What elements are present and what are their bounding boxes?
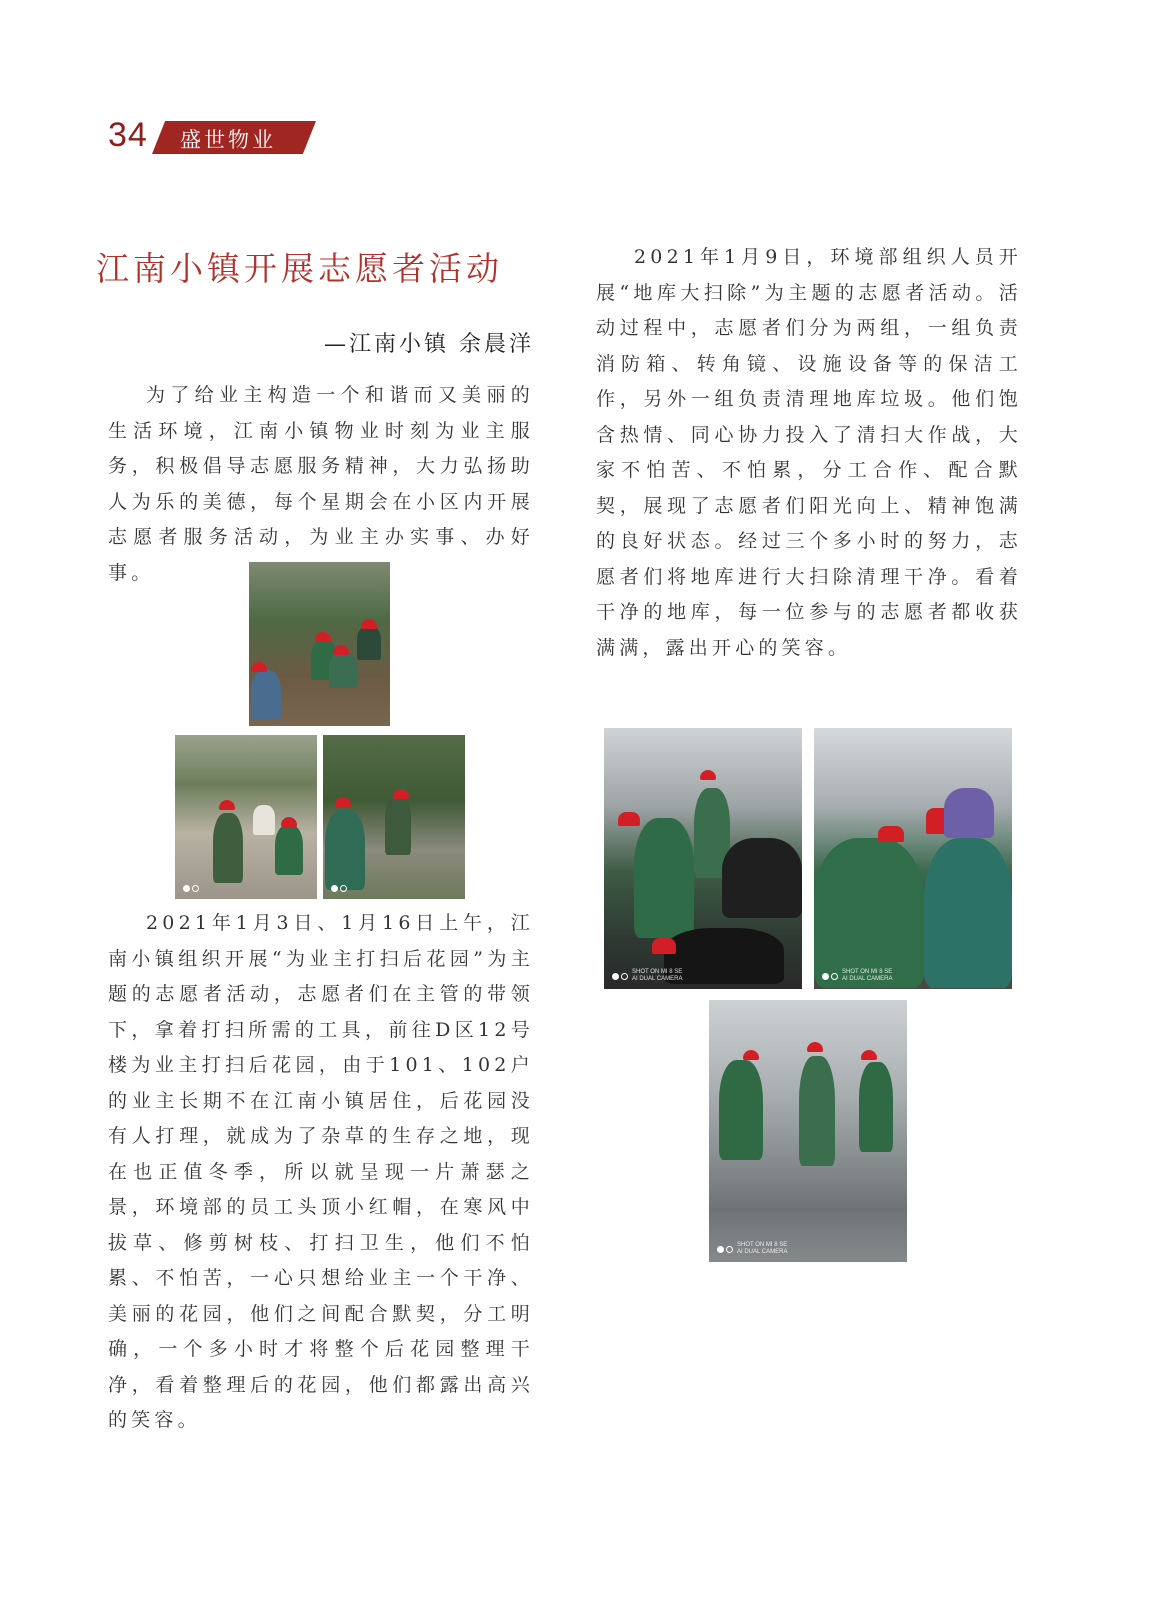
section-label: 盛世物业 (180, 128, 276, 152)
camera-watermark (183, 885, 203, 893)
camera-watermark: SHOT ON MI 8 SE AI DUAL CAMERA (612, 969, 682, 983)
article-title: 江南小镇开展志愿者活动 (96, 249, 503, 288)
photo-garden-stairs (175, 735, 317, 899)
photo-garage-drain-1 (604, 728, 802, 989)
paragraph-intro: 为了给业主构造一个和谐而又美丽的生活环境，江南小镇物业时刻为业主服务，积极倡导志愿服务精神，大力弘扬助人为乐的美德，每个星期会在小区内开展志愿者服务活动，为业主办实事、办好事。 (108, 384, 534, 584)
paragraph-garage: 2021年1月9日，环境部组织人员开展“地库大扫除”为主题的志愿者活动。活动过程中，志愿者们分为两组，一组负责消防箱、转角镜、设施设备等的保洁工作，另外一组负责清理地库垃圾。他们饱含热情、同心协力投入了清扫大作战，大家不怕苦、不怕累，分工合作、配合默契，展现了志愿者们阳光向上、精神饱满的良好状态。经过三个多小时的努力，志愿者们将地库进行大扫除清理干净。看着干净的地库，每一位参与的志愿者都收获满满，露出开心的笑容。 (596, 246, 1022, 659)
page-number: 34 (108, 116, 148, 154)
article-byline: —江南小镇 余晨洋 (324, 332, 534, 357)
paragraph-garden: 2021年1月3日、1月16日上午，江南小镇组织开展“为业主打扫后花园”为主题的志愿者活动，志愿者们在主管的带领下，拿着打扫所需的工具，前往D区12号楼为业主打扫后花园，由于101、102户的业主长期不在江南小镇居住，后花园没有人打理，就成为了杂草的生存之地，现在也正值冬季，所以就呈现一片萧瑟之景，环境部的员工头顶小红帽，在寒风中拔草、修剪树枝、打扫卫生，他们不怕累、不怕苦，一心只想给业主一个干净、美丽的花园，他们之间配合默契，分工明确，一个多小时才将整个后花园整理干净，看着整理后的花园，他们都露出高兴的笑容。 (108, 912, 534, 1431)
camera-watermark (331, 885, 351, 893)
camera-watermark: SHOT ON MI 8 SE AI DUAL CAMERA (717, 1242, 787, 1256)
photo-garage-cleaning (709, 1000, 907, 1262)
photo-garden-raking (323, 735, 465, 899)
camera-watermark: SHOT ON MI 8 SE AI DUAL CAMERA (822, 969, 892, 983)
photo-garage-drain-2 (814, 728, 1012, 989)
photo-garden-sweeping (249, 562, 390, 726)
